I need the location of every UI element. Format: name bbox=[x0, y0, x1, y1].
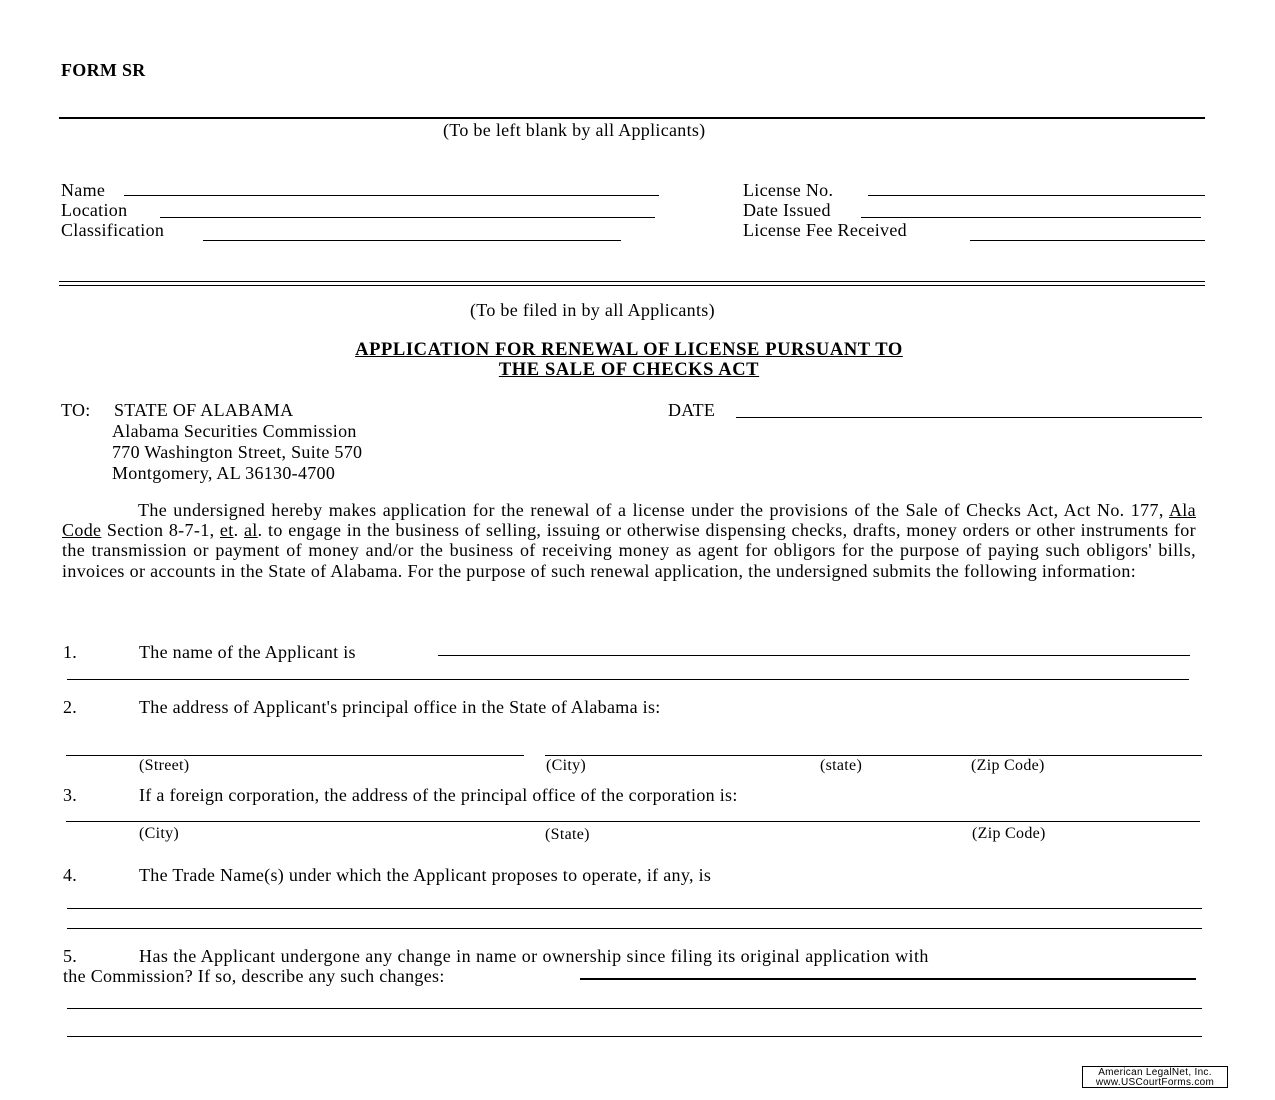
date-issued-label: Date Issued bbox=[743, 200, 831, 220]
applicant-name-field[interactable] bbox=[438, 655, 1190, 656]
addressee-line-1: STATE OF ALABAMA bbox=[114, 400, 294, 420]
license-fee-field[interactable] bbox=[970, 240, 1205, 241]
state-caption: (state) bbox=[820, 757, 863, 774]
top-divider bbox=[59, 117, 1205, 119]
item-5-number: 5. bbox=[63, 946, 78, 966]
changes-field[interactable] bbox=[580, 978, 1196, 980]
zip-caption: (Zip Code) bbox=[971, 757, 1045, 774]
intro-text-3: . to engage in the business of selling, issuing or otherwise dispensing checks, drafts, money orders or other instruments for the transmission or payment of money and/or the business of receiving money as agent for obligors for the purpose of paying such obligors' bills, invoices or accounts in the State of Alabama. For the purpose of such renewal application, the undersigned submits the following information: bbox=[62, 520, 1196, 581]
office-section-note: (To be left blank by all Applicants) bbox=[443, 120, 706, 140]
publisher-stamp bbox=[1082, 1066, 1228, 1088]
date-field[interactable] bbox=[736, 417, 1202, 418]
license-fee-label: License Fee Received bbox=[743, 220, 907, 240]
addressee-line-4: Montgomery, AL 36130-4700 bbox=[112, 463, 336, 483]
intro-paragraph: The undersigned hereby makes application for the renewal of a license under the provisions of the Sale of Checks Act, Act No. 177, Ala Code Section 8-7-1, et. al. to engage in the business of selling, issuing or otherwise dispensing checks, drafts, money orders or other instruments for the transmission or payment of money and/or the business of receiving money as agent for obligors for the purpose of paying such obligors' bills, invoices or accounts in the State of Alabama. For the purpose of such renewal application, the undersigned submits the following information: bbox=[62, 500, 1196, 581]
street-field[interactable] bbox=[66, 755, 524, 756]
item-3-text: If a foreign corporation, the address of the principal office of the corporation is: bbox=[139, 785, 738, 805]
intro-text-1: The undersigned hereby makes application for the renewal of a license under the provisions of the Sale of Checks Act, Act No. 177, bbox=[138, 500, 1169, 520]
foreign-zip-caption: (Zip Code) bbox=[972, 825, 1046, 842]
item-1-number: 1. bbox=[63, 642, 78, 662]
double-divider-bottom bbox=[59, 285, 1205, 286]
item-2-number: 2. bbox=[63, 697, 78, 717]
item-3-number: 3. bbox=[63, 785, 78, 805]
license-no-label: License No. bbox=[743, 180, 834, 200]
date-issued-field[interactable] bbox=[861, 217, 1201, 218]
addressee-line-2: Alabama Securities Commission bbox=[112, 421, 357, 441]
form-id: FORM SR bbox=[61, 60, 146, 80]
city-caption: (City) bbox=[546, 757, 587, 774]
city-state-zip-field[interactable] bbox=[545, 755, 1202, 756]
item-5-text-line-2: the Commission? If so, describe any such changes: bbox=[63, 966, 445, 986]
changes-field-3[interactable] bbox=[67, 1036, 1202, 1037]
item-5-text-line-1: Has the Applicant undergone any change in name or ownership since filing its original application with bbox=[139, 946, 929, 966]
date-label: DATE bbox=[668, 400, 716, 420]
item-1-text: The name of the Applicant is bbox=[139, 642, 356, 662]
addressee-line-3: 770 Washington Street, Suite 570 bbox=[112, 442, 363, 462]
publisher-url: www.USCourtForms.com bbox=[1095, 1077, 1215, 1088]
item-2-text: The address of Applicant's principal office in the State of Alabama is: bbox=[139, 697, 661, 717]
to-label: TO: bbox=[61, 400, 91, 420]
title-line-1: APPLICATION FOR RENEWAL OF LICENSE PURSUANT TO bbox=[355, 340, 903, 360]
name-field[interactable] bbox=[124, 195, 659, 196]
intro-code: Code bbox=[62, 520, 102, 541]
name-label: Name bbox=[61, 180, 106, 200]
location-field[interactable] bbox=[160, 217, 655, 218]
applicant-note: (To be filed in by all Applicants) bbox=[470, 300, 715, 320]
intro-et: et bbox=[219, 520, 234, 541]
title-line-2: THE SALE OF CHECKS ACT bbox=[498, 360, 760, 380]
changes-field-2[interactable] bbox=[67, 1008, 1202, 1009]
foreign-city-caption: (City) bbox=[139, 825, 180, 842]
intro-ala: Ala bbox=[1168, 500, 1196, 520]
item-4-number: 4. bbox=[63, 865, 78, 885]
double-divider-top bbox=[59, 281, 1205, 282]
intro-text-2: Section 8-7-1, bbox=[101, 520, 220, 541]
classification-label: Classification bbox=[61, 220, 165, 240]
foreign-address-field[interactable] bbox=[66, 821, 1200, 822]
publisher-name: American LegalNet, Inc. bbox=[1098, 1067, 1212, 1078]
foreign-state-caption: (State) bbox=[545, 826, 590, 843]
license-no-field[interactable] bbox=[868, 195, 1205, 196]
item-4-text: The Trade Name(s) under which the Applicant proposes to operate, if any, is bbox=[139, 865, 712, 885]
applicant-name-field-2[interactable] bbox=[67, 679, 1189, 680]
trade-name-field-2[interactable] bbox=[67, 928, 1202, 929]
classification-field[interactable] bbox=[203, 240, 621, 241]
trade-name-field[interactable] bbox=[67, 908, 1202, 909]
location-label: Location bbox=[61, 200, 128, 220]
intro-al: al bbox=[243, 520, 258, 541]
street-caption: (Street) bbox=[139, 757, 190, 774]
